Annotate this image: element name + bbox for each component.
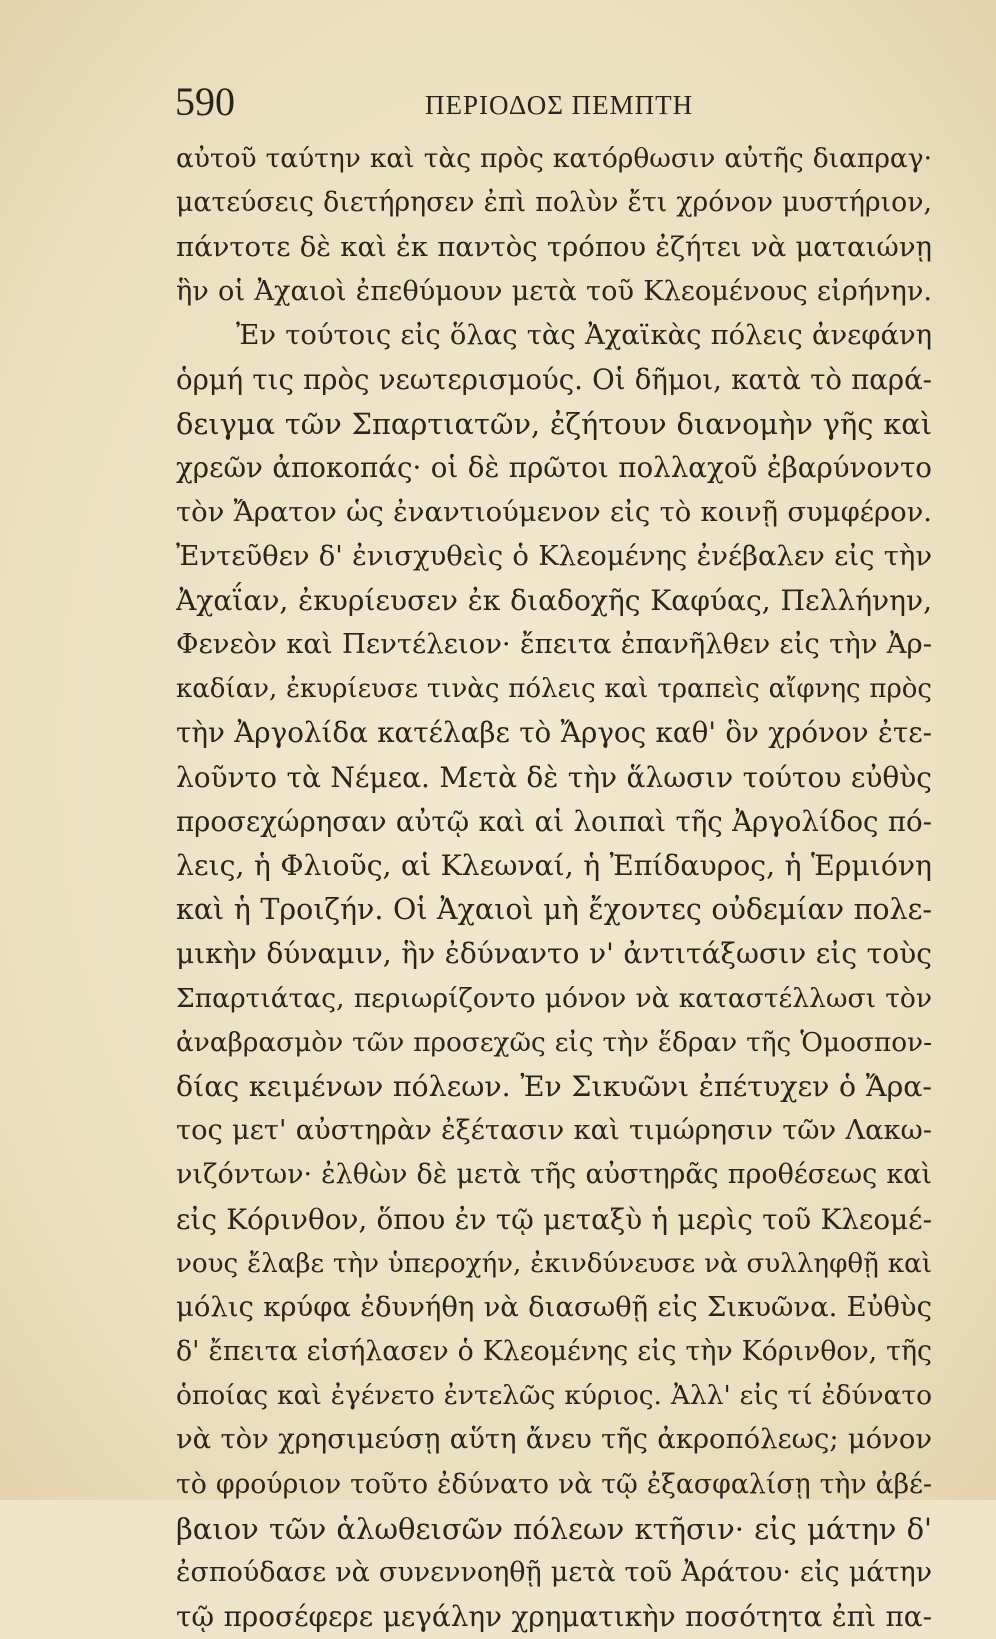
text-line: ἣν οἱ Ἀχαιοὶ ἐπεθύμουν μετὰ τοῦ Κλεομένους εἰρήνην. <box>176 275 932 307</box>
text-line: δ' ἔπειτα εἰσήλασεν ὁ Κλεομένης εἰς τὴν Κόρινθον, τῆς <box>176 1336 932 1368</box>
body-text <box>176 137 932 1639</box>
text-line: αὐτοῦ ταύτην καὶ τὰς πρὸς κατόρθωσιν αὐτῆς διαπραγ· <box>176 143 932 174</box>
text-line: ἀναβρασμὸν τῶν προσεχῶς εἰς τὴν ἕδραν τῆς Ὁμοσπον- <box>176 1027 932 1058</box>
text-line: χρεῶν ἀποκοπάς· οἱ δὲ πρῶτοι πολλαχοῦ ἐβαρύνοντο <box>176 451 932 485</box>
page-number: 590 <box>175 79 235 124</box>
text-line: νὰ τὸν χρησιμεύσῃ αὕτη ἄνευ τῆς ἀκροπόλεως; μόνον <box>176 1424 932 1456</box>
text-line: μόλις κρύφα ἐδυνήθη νὰ διασωθῇ εἰς Σικυῶνα. Εὐθὺς <box>176 1291 932 1323</box>
text-line: ὁποίας καὶ ἐγένετο ἐντελῶς κύριος. Ἀλλ' εἰς τί ἐδύνατο <box>176 1380 932 1412</box>
text-line: τῷ προσέφερε μεγάλην χρηματικὴν ποσότητα ἐπὶ πα- <box>176 1600 932 1634</box>
text-line: καὶ ἡ Τροιζήν. Οἱ Ἀχαιοὶ μὴ ἔχοντες οὐδεμίαν πολε- <box>176 893 932 927</box>
running-head: ΠΕΡΙΟΔΟΣ ΠΕΜΠΤΗ <box>425 90 694 120</box>
text-line: μικὴν δύναμιν, ἣν ἐδύναντο ν' ἀντιτάξωσιν εἰς τοὺς <box>176 937 932 971</box>
text-line: τὸν Ἄρατον ὡς ἐναντιούμενον εἰς τὸ κοινῇ συμφέρον. <box>176 496 932 528</box>
text-line: λοῦντο τὰ Νέμεα. Μετὰ δὲ τὴν ἅλωσιν τούτου εὐθὺς <box>176 760 932 794</box>
text-line: ὁρμή τις πρὸς νεωτερισμούς. Οἱ δῆμοι, κατὰ τὸ παρά- <box>176 363 932 396</box>
text-line: Ἐν τούτοις εἰς ὅλας τὰς Ἀχαϊκὰς πόλεις ἀνεφάνη <box>236 319 932 351</box>
page-header <box>175 78 905 128</box>
text-line: καδίαν, ἐκυρίευσε τινὰς πόλεις καὶ τραπεὶς αἴφνης πρὸς <box>176 674 932 705</box>
text-line: τὴν Ἀργολίδα κατέλαβε τὸ Ἄργος καθ' ὃν χρόνον ἐτε- <box>176 716 932 750</box>
text-line: ἐσπούδασε νὰ συνεννοηθῇ μετὰ τοῦ Ἀράτου· εἰς μάτην <box>176 1557 932 1588</box>
text-line: Ἐντεῦθεν δ' ἐνισχυθεὶς ὁ Κλεομένης ἐνέβαλεν εἰς τὴν <box>176 540 932 572</box>
text-line: εἰς Κόρινθον, ὅπου ἐν τῷ μεταξὺ ἡ μερὶς τοῦ Κλεομέ- <box>176 1202 932 1236</box>
text-line: βαιον τῶν ἁλωθεισῶν πόλεων κτῆσιν· εἰς μάτην δ' <box>176 1511 932 1546</box>
text-line: δειγμα τῶν Σπαρτιατῶν, ἐζήτουν διανομὴν γῆς καὶ <box>176 407 932 442</box>
text-line: Ἀχαΐαν, ἐκυρίευσεν ἐκ διαδοχῆς Καφύας, Πελλήνην, <box>176 583 932 617</box>
text-line: δίας κειμένων πόλεων. Ἐν Σικυῶνι ἐπέτυχεν ὁ Ἄρα- <box>176 1069 932 1103</box>
text-line: νιζόντων· ἐλθὼν δὲ μετὰ τῆς αὐστηρᾶς προθέσεως καὶ <box>176 1159 932 1191</box>
text-line: ματεύσεις διετήρησεν ἐπὶ πολὺν ἔτι χρόνον μυστήριον, <box>176 187 932 219</box>
text-line: Φενεὸν καὶ Πεντέλειον· ἔπειτα ἐπανῆλθεν εἰς τὴν Ἀρ- <box>176 629 932 661</box>
text-line: λεις, ἡ Φλιοῦς, αἱ Κλεωναί, ἡ Ἐπίδαυρος, ἡ Ἑρμιόνη <box>176 849 932 882</box>
text-line: πάντοτε δὲ καὶ ἐκ παντὸς τρόπου ἐζήτει νὰ ματαιώνῃ <box>176 231 932 264</box>
text-line: Σπαρτιάτας, περιωρίζοντο μόνον νὰ καταστέλλωσι τὸν <box>176 982 932 1014</box>
text-line: τὸ φρούριον τοῦτο ἐδύνατο νὰ τῷ ἐξασφαλίσῃ τὴν ἀβέ- <box>176 1468 932 1500</box>
text-line: προσεχώρησαν αὐτῷ καὶ αἱ λοιπαὶ τῆς Ἀργολίδος πό- <box>176 804 932 838</box>
text-line: τος μετ' αὐστηρὰν ἐξέτασιν καὶ τιμώρησιν τῶν Λακω- <box>176 1115 932 1147</box>
text-line: νους ἔλαβε τὴν ὑπεροχήν, ἐκινδύνευσε νὰ συλληφθῇ καὶ <box>176 1248 932 1279</box>
